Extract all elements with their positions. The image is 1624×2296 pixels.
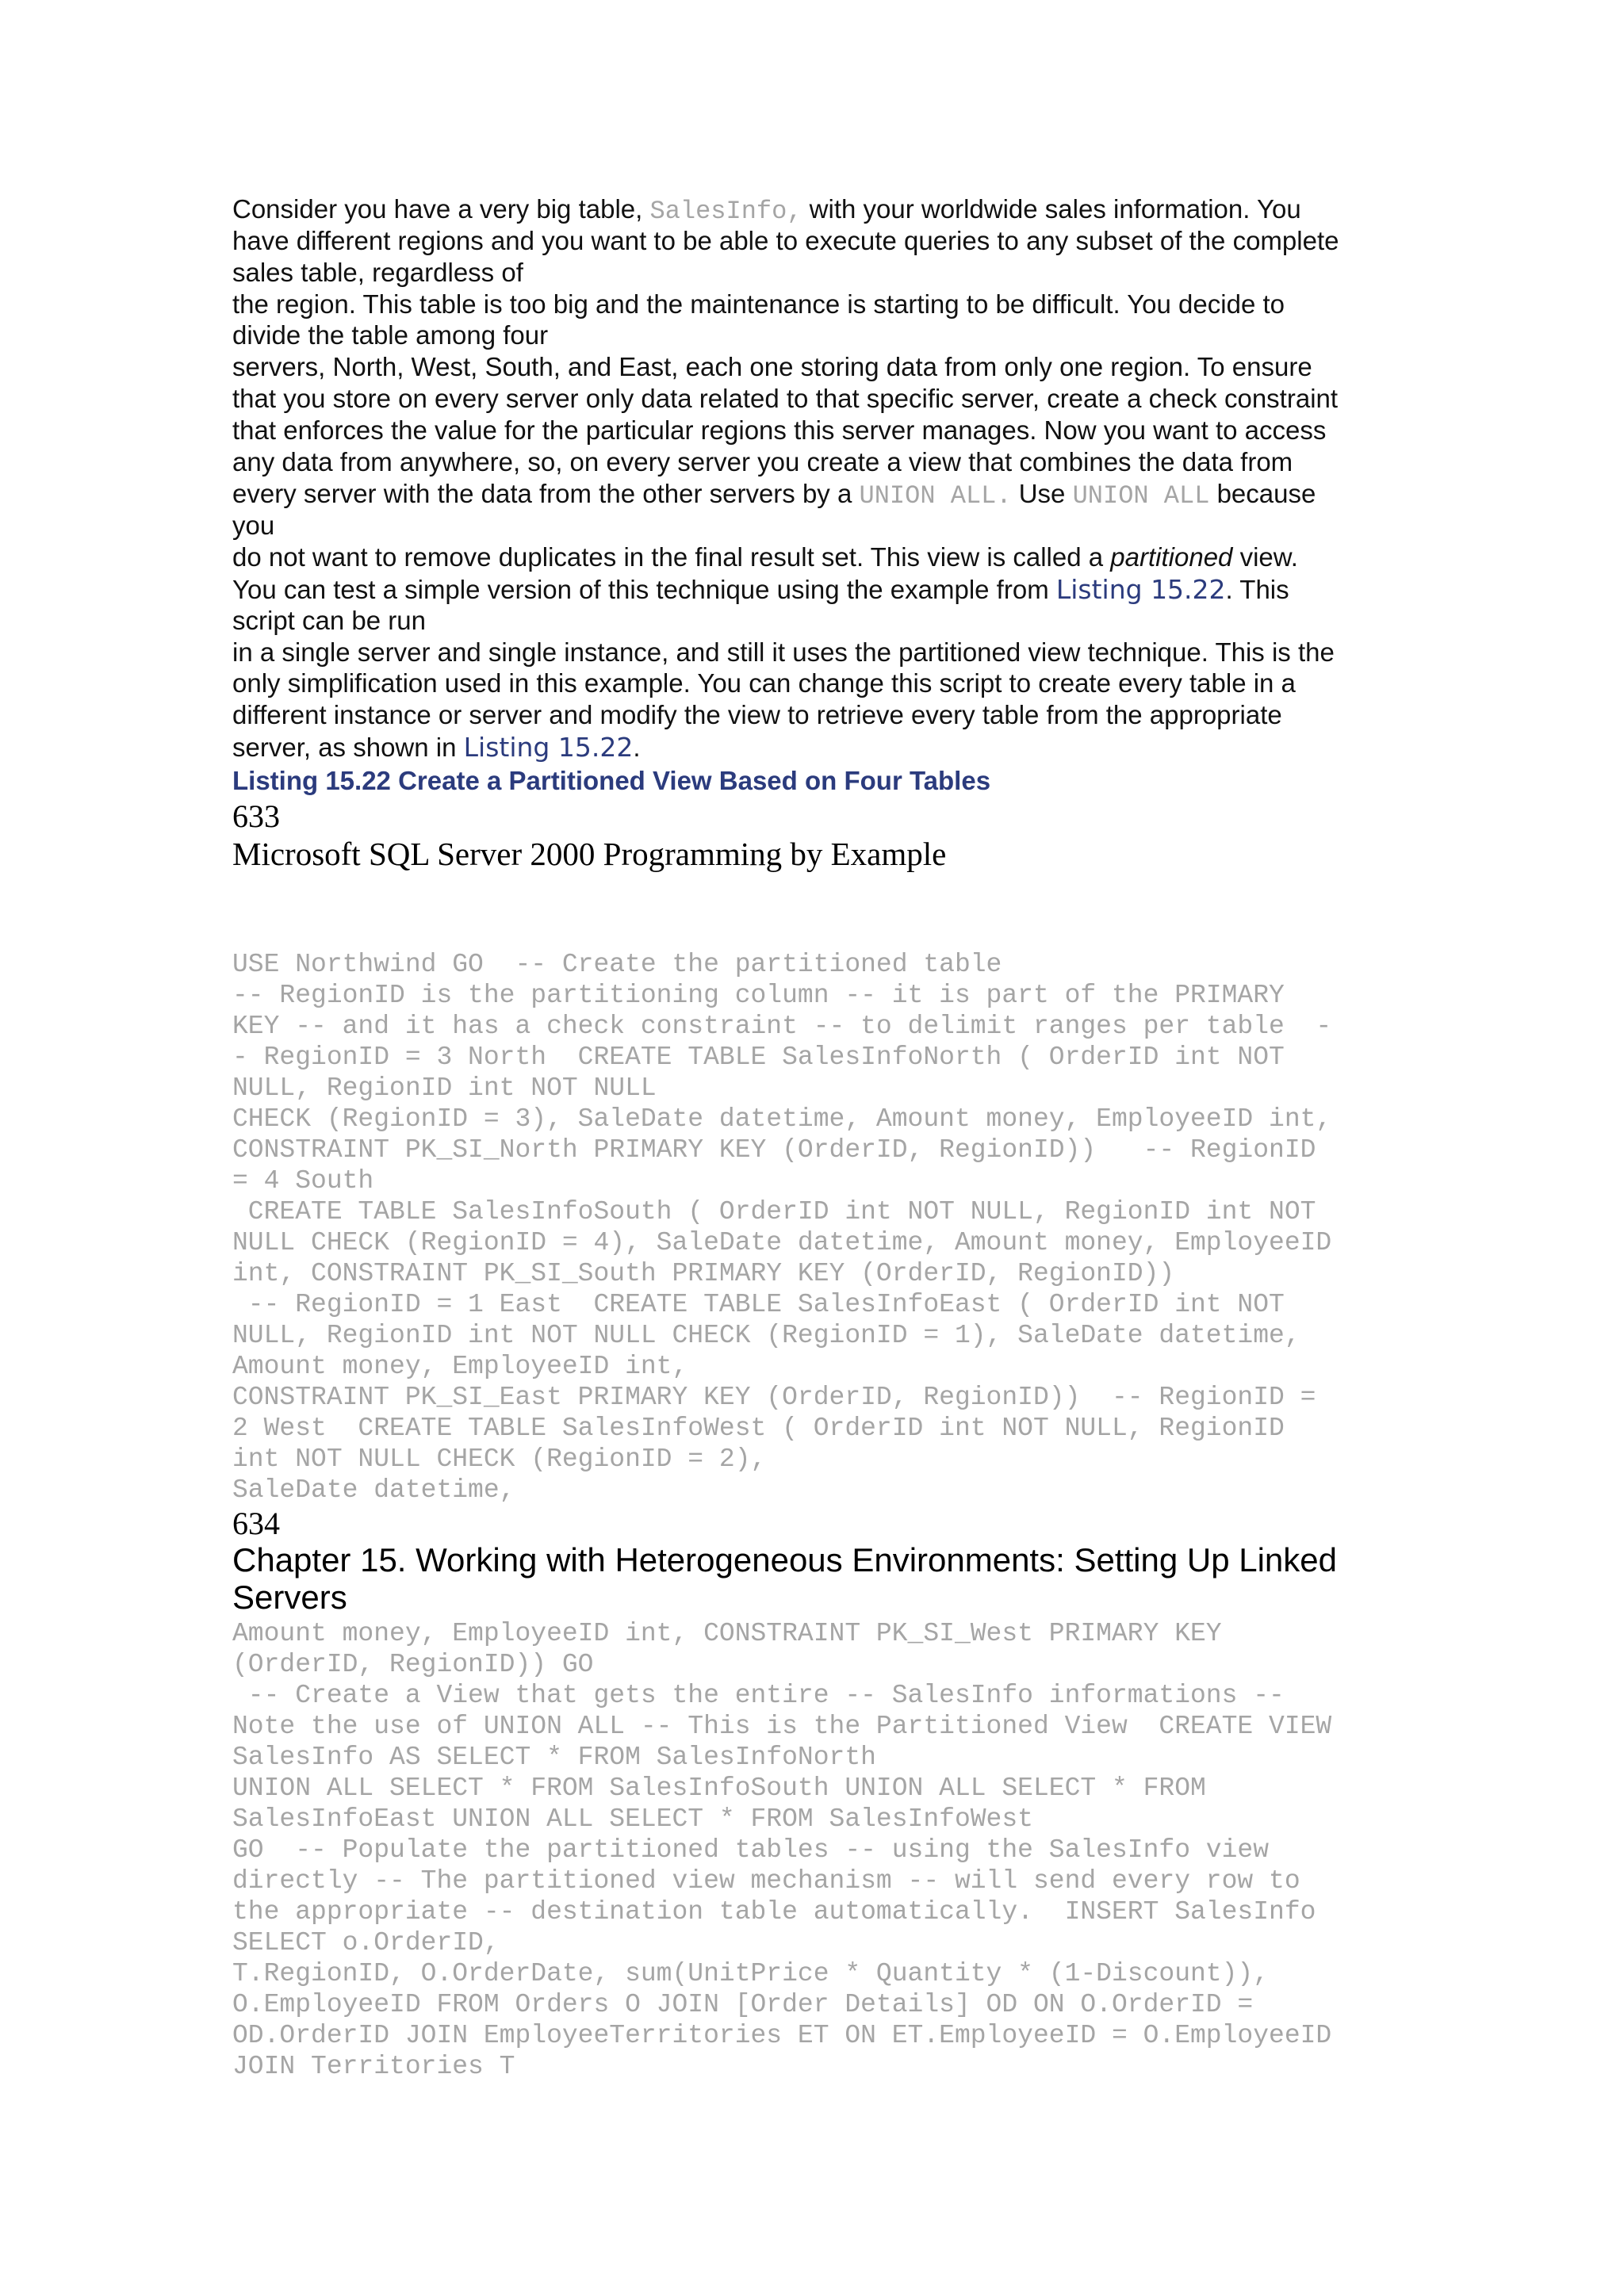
paragraph-line: that you store on every server only data related to that specific server, create a check constraint bbox=[232, 384, 1339, 413]
code-line: -- RegionID = 1 East CREATE TABLE SalesInfoEast ( OrderID int NOT bbox=[232, 1290, 1285, 1319]
code-line: UNION ALL SELECT * FROM SalesInfoSouth UNION ALL SELECT * FROM bbox=[232, 1774, 1206, 1803]
code-line: - RegionID = 3 North CREATE TABLE SalesInfoNorth ( OrderID int NOT bbox=[232, 1043, 1285, 1072]
code-line: int, CONSTRAINT PK_SI_South PRIMARY KEY (OrderID, RegionID)) bbox=[232, 1259, 1175, 1288]
code-line: KEY -- and it has a check constraint -- to delimit ranges per table - bbox=[232, 1012, 1332, 1041]
code-line: CHECK (RegionID = 3), SaleDate datetime, Amount money, EmployeeID int, bbox=[232, 1104, 1332, 1134]
paragraph-line: different instance or server and modify the view to retrieve every table from the appropriate bbox=[232, 700, 1282, 729]
listing-link[interactable]: Listing 15.22 bbox=[1055, 574, 1226, 605]
code-line: SELECT o.OrderID, bbox=[232, 1928, 500, 1957]
paragraph-line: every server with the data from the other servers by a UNION ALL. Use UNION ALL because bbox=[232, 479, 1316, 511]
paragraph-line: sales table, regardless of bbox=[232, 258, 523, 287]
paragraph-line: you bbox=[232, 511, 275, 540]
paragraph-line: Consider you have a very big table, SalesInfo, with your worldwide sales information. You bbox=[232, 194, 1301, 226]
code-line: NULL CHECK (RegionID = 4), SaleDate datetime, Amount money, EmployeeID bbox=[232, 1228, 1332, 1257]
paragraph-line: the region. This table is too big and the maintenance is starting to be difficult. You decide to bbox=[232, 289, 1285, 319]
listing-caption: Listing 15.22 Create a Partitioned View Based on Four Tables bbox=[232, 766, 991, 795]
code-line: SalesInfoEast UNION ALL SELECT * FROM SalesInfoWest bbox=[232, 1804, 1033, 1834]
code-line: JOIN Territories T bbox=[232, 2052, 515, 2081]
code-line: CREATE TABLE SalesInfoSouth ( OrderID int NOT NULL, RegionID int NOT bbox=[232, 1197, 1316, 1226]
code-line: int NOT NULL CHECK (RegionID = 2), bbox=[232, 1445, 767, 1474]
code-line: USE Northwind GO -- Create the partitioned table bbox=[232, 950, 1002, 979]
code-line: NULL, RegionID int NOT NULL bbox=[232, 1073, 657, 1103]
paragraph-line: script can be run bbox=[232, 606, 426, 635]
paragraph-line: do not want to remove duplicates in the final result set. This view is called a partitioned view. bbox=[232, 542, 1298, 572]
code-line: -- RegionID is the partitioning column -- it is part of the PRIMARY bbox=[232, 981, 1285, 1010]
code-line: the appropriate -- destination table automatically. INSERT SalesInfo bbox=[232, 1897, 1316, 1927]
chapter-title: Chapter 15. Working with Heterogeneous Environments: Setting Up Linked bbox=[232, 1541, 1337, 1578]
code-line: Note the use of UNION ALL -- This is the Partitioned View CREATE VIEW bbox=[232, 1712, 1332, 1741]
paragraph-line: server, as shown in Listing 15.22. bbox=[232, 732, 641, 763]
paragraph-line: any data from anywhere, so, on every server you create a view that combines the data from bbox=[232, 447, 1293, 476]
paragraph-line: have different regions and you want to be able to execute queries to any subset of the complete bbox=[232, 226, 1339, 255]
code-line: T.RegionID, O.OrderDate, sum(UnitPrice * Quantity * (1-Discount)), bbox=[232, 1959, 1270, 1988]
inline-code: SalesInfo, bbox=[649, 197, 802, 226]
code-line: SalesInfo AS SELECT * FROM SalesInfoNorth bbox=[232, 1743, 876, 1772]
chapter-title: Servers bbox=[232, 1578, 347, 1616]
code-line: O.EmployeeID FROM Orders O JOIN [Order Details] OD ON O.OrderID = bbox=[232, 1990, 1254, 2019]
code-line: NULL, RegionID int NOT NULL CHECK (RegionID = 1), SaleDate datetime, bbox=[232, 1321, 1300, 1350]
code-line: directly -- The partitioned view mechanism -- will send every row to bbox=[232, 1866, 1300, 1896]
code-line: (OrderID, RegionID)) GO bbox=[232, 1650, 594, 1679]
code-line: = 4 South bbox=[232, 1166, 374, 1196]
code-line: CONSTRAINT PK_SI_North PRIMARY KEY (OrderID, RegionID)) -- RegionID bbox=[232, 1135, 1316, 1165]
emphasis: partitioned bbox=[1110, 542, 1233, 572]
paragraph-line: You can test a simple version of this technique using the example from Listing 15.22. This bbox=[232, 574, 1289, 605]
paragraph-line: only simplification used in this example. You can change this script to create every table in a bbox=[232, 668, 1296, 698]
paragraph-line: that enforces the value for the particular regions this server manages. Now you want to access bbox=[232, 415, 1327, 445]
code-line: OD.OrderID JOIN EmployeeTerritories ET ON ET.EmployeeID = O.EmployeeID bbox=[232, 2021, 1332, 2050]
inline-code: UNION ALL bbox=[1072, 481, 1210, 511]
book-title: Microsoft SQL Server 2000 Programming by Example bbox=[232, 836, 947, 872]
inline-code: UNION ALL. bbox=[859, 481, 1012, 511]
paragraph-line: divide the table among four bbox=[232, 320, 549, 350]
code-line: 2 West CREATE TABLE SalesInfoWest ( OrderID int NOT NULL, RegionID bbox=[232, 1414, 1285, 1443]
paragraph-line: servers, North, West, South, and East, each one storing data from only one region. To ensure bbox=[232, 352, 1312, 381]
page-number: 634 bbox=[232, 1506, 280, 1541]
code-line: Amount money, EmployeeID int, CONSTRAINT PK_SI_West PRIMARY KEY bbox=[232, 1619, 1222, 1648]
code-line: Amount money, EmployeeID int, bbox=[232, 1352, 688, 1381]
paragraph-line: in a single server and single instance, and still it uses the partitioned view technique. This is the bbox=[232, 637, 1335, 667]
code-line: CONSTRAINT PK_SI_East PRIMARY KEY (OrderID, RegionID)) -- RegionID = bbox=[232, 1383, 1316, 1412]
code-line: SaleDate datetime, bbox=[232, 1475, 515, 1505]
code-line: GO -- Populate the partitioned tables -- using the SalesInfo view bbox=[232, 1835, 1270, 1865]
listing-link[interactable]: Listing 15.22 bbox=[463, 732, 634, 763]
page-number: 633 bbox=[232, 798, 280, 834]
code-line: -- Create a View that gets the entire -- SalesInfo informations -- bbox=[232, 1681, 1285, 1710]
